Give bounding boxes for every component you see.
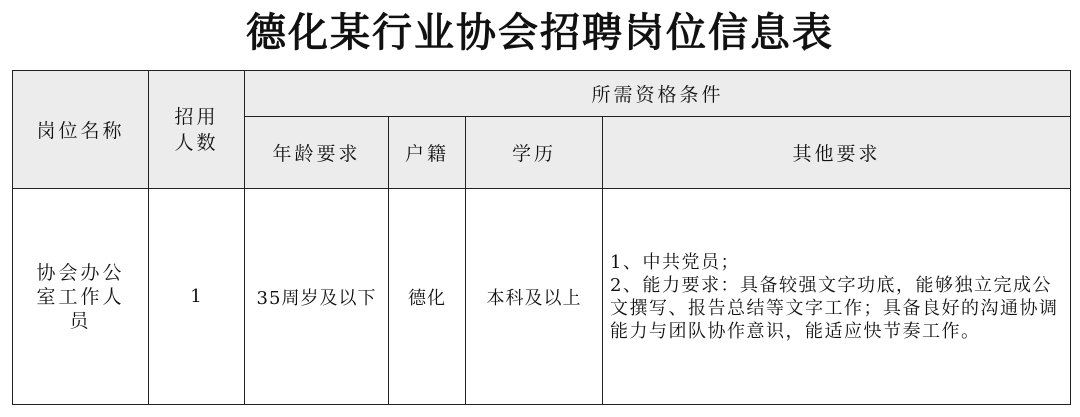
cell-age: 35周岁及以下 xyxy=(245,189,389,405)
header-position-name: 岗位名称 xyxy=(13,71,149,189)
table-row xyxy=(13,189,1071,405)
cell-hukou: 德化 xyxy=(389,189,466,405)
header-qualifications: 所需资格条件 xyxy=(245,71,1071,117)
page-title: 德化某行业协会招聘岗位信息表 xyxy=(246,10,834,56)
cell-headcount: 1 xyxy=(149,189,245,405)
header-hukou: 户籍 xyxy=(389,117,466,189)
header-headcount: 招用人数 xyxy=(149,71,245,189)
cell-position-name: 协会办公室工作人员 xyxy=(13,189,149,405)
cell-education: 本科及以上 xyxy=(466,189,603,405)
job-info-table xyxy=(12,70,1071,405)
cell-other-requirements xyxy=(603,189,1071,405)
requirement-line-1: 1、中共党员； xyxy=(610,251,740,273)
header-age: 年龄要求 xyxy=(245,117,389,189)
requirement-line-2: 2、能力要求：具备较强文字功底，能够独立完成公文撰写、报告总结等文字工作；具备良好的沟通协调能力与团队协作意识，能适应快节奏工作。 xyxy=(610,274,1059,342)
header-education: 学历 xyxy=(466,117,603,189)
header-other: 其他要求 xyxy=(603,117,1071,189)
